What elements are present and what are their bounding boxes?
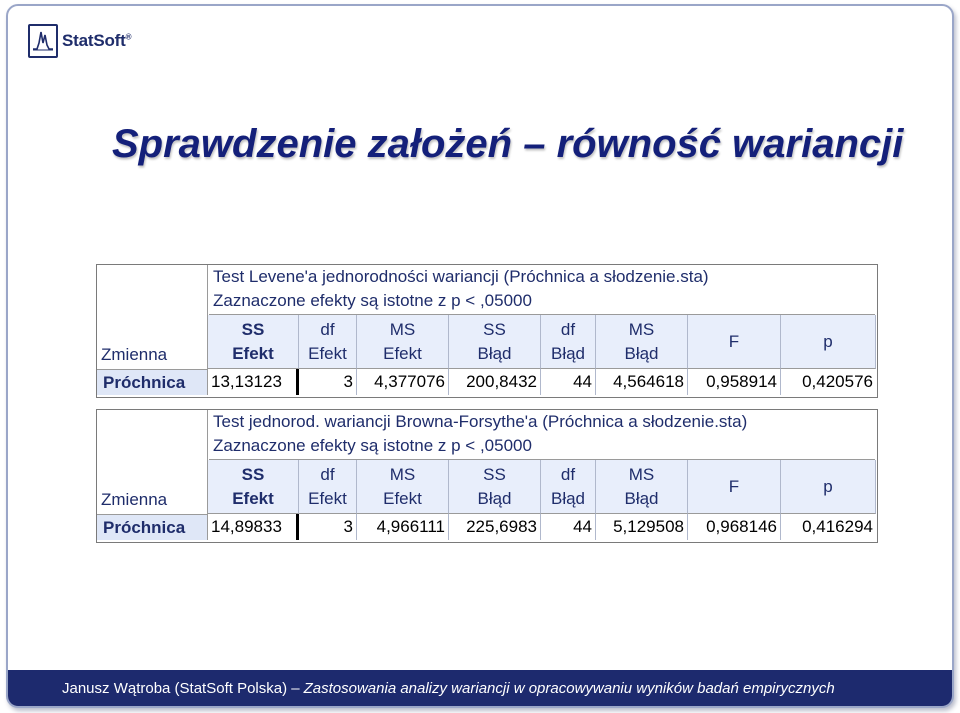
column-header-top: MS [628, 319, 655, 339]
column-header-bottom: Błąd [477, 488, 512, 508]
column-header [449, 460, 541, 514]
table-cell: 0,958914 [688, 369, 781, 395]
table-cell: 5,129508 [596, 514, 688, 540]
column-header-bottom: Efekt [383, 343, 422, 363]
column-header-bottom: Błąd [550, 488, 586, 508]
table-grid [208, 460, 876, 540]
column-header [299, 460, 357, 514]
table-cell: 225,6983 [449, 514, 541, 540]
column-header [596, 315, 688, 369]
footer-author: Janusz Wątroba (StatSoft Polska) – [62, 679, 300, 697]
column-header [541, 460, 596, 514]
column-header-top: df [320, 464, 335, 484]
column-header-bottom: Efekt [232, 343, 274, 363]
column-header-bottom: Błąd [477, 343, 512, 363]
slide-title: Sprawdzenie założeń – równość wariancji [112, 122, 904, 166]
column-header-top: F [728, 331, 740, 351]
column-header-top: p [823, 476, 833, 496]
table-grid [208, 315, 876, 395]
column-header-bottom: Efekt [383, 488, 422, 508]
row-label-column [97, 410, 208, 540]
logo-text: StatSoft® [62, 31, 132, 50]
column-header-bottom: Efekt [232, 488, 274, 508]
column-header-top: SS [483, 464, 506, 484]
row-name: Próchnica [97, 514, 207, 540]
results-table-1 [96, 264, 878, 398]
footer-topic: Zastosowania analizy wariancji w opracowywaniu wyników badań empirycznych [303, 679, 835, 697]
row-header-label: Zmienna [101, 345, 168, 364]
column-header-top: MS [389, 319, 416, 339]
column-header [541, 315, 596, 369]
table-cell: 44 [541, 369, 596, 395]
slide [6, 4, 954, 708]
table-cell: 4,564618 [596, 369, 688, 395]
table-cell: 0,968146 [688, 514, 781, 540]
column-header [688, 460, 781, 514]
column-header-top: SS [241, 319, 265, 339]
column-header [596, 460, 688, 514]
column-header [781, 460, 876, 514]
statsoft-logo [28, 24, 131, 58]
column-header-top: SS [241, 464, 265, 484]
column-header [357, 460, 449, 514]
row-header-label: Zmienna [101, 490, 168, 509]
table-cell: 4,377076 [357, 369, 449, 395]
table-cell: 4,966111 [357, 514, 449, 540]
column-header-bottom: Błąd [550, 343, 586, 363]
column-header [688, 315, 781, 369]
column-header-top: MS [389, 464, 416, 484]
table-cell: 14,89833 [208, 514, 299, 540]
column-header-top: df [320, 319, 335, 339]
column-header [449, 315, 541, 369]
column-header-bottom: Efekt [308, 343, 347, 363]
column-header-bottom: Błąd [624, 488, 659, 508]
table-cell: 13,13123 [208, 369, 299, 395]
table-cell: 200,8432 [449, 369, 541, 395]
column-header-top: MS [628, 464, 655, 484]
column-header [208, 460, 299, 514]
results-table-2 [96, 409, 878, 543]
column-header-top: p [823, 331, 833, 351]
table-cell: 0,416294 [802, 517, 873, 536]
table-caption: Test Levene'a jednorodności wariancji (Próchnica a słodzenie.sta) [213, 267, 709, 286]
table-caption: Test jednorod. wariancji Browna-Forsythe'a (Próchnica a słodzenie.sta) [213, 412, 748, 431]
table-cell: 3 [299, 369, 357, 395]
column-header-bottom: Błąd [624, 343, 659, 363]
table-significance-note: Zaznaczone efekty są istotne z p < ,05000 [209, 291, 875, 315]
column-header-bottom: Efekt [308, 488, 347, 508]
table-cell: 0,420576 [802, 372, 873, 391]
footer [8, 670, 952, 706]
table-cell: 3 [299, 514, 357, 540]
column-header-top: df [560, 464, 576, 484]
column-header-top: df [560, 319, 576, 339]
column-header-top: F [728, 476, 740, 496]
row-label-column [97, 265, 208, 395]
table-cell: 44 [541, 514, 596, 540]
column-header [781, 315, 876, 369]
table-significance-note: Zaznaczone efekty są istotne z p < ,05000 [209, 436, 875, 460]
column-header [208, 315, 299, 369]
chart-peak-icon [28, 24, 58, 58]
column-header-top: SS [483, 319, 506, 339]
row-name: Próchnica [97, 369, 207, 395]
column-header [299, 315, 357, 369]
column-header [357, 315, 449, 369]
